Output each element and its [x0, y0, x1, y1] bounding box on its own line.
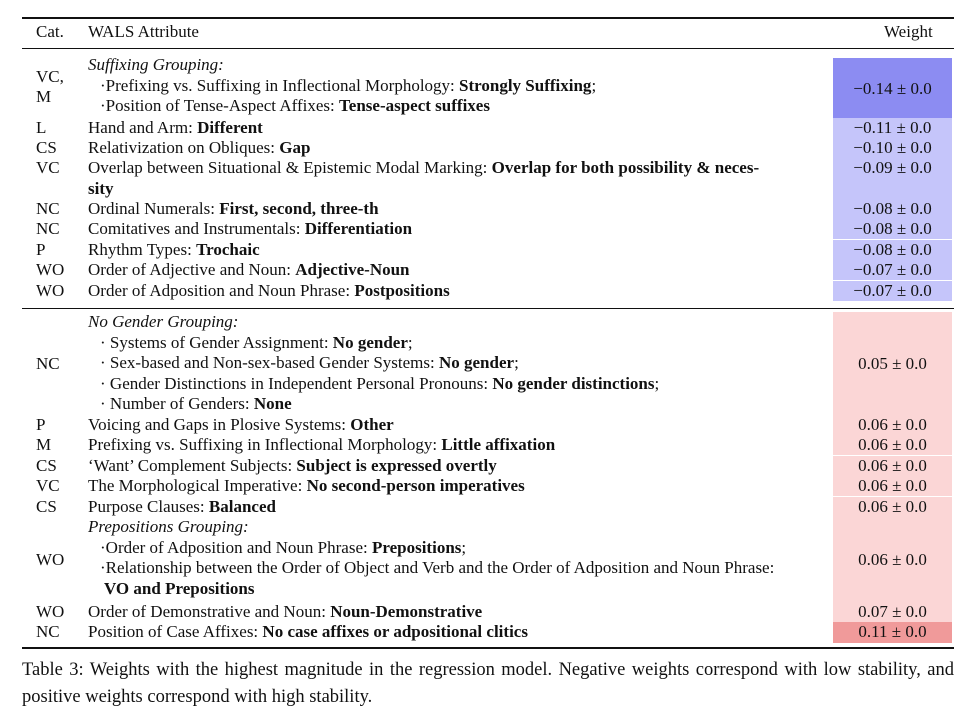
group-member: ·Order of Adposition and Noun Phrase: Prepositions;	[100, 537, 467, 557]
table-row	[0, 281, 974, 302]
table-row	[0, 476, 974, 497]
group-member: · Sex-based and Non-sex-based Gender Systems: No gender;	[100, 353, 519, 372]
attribute-cell: Rhythm Types: Trochaic	[88, 240, 260, 259]
category-cell: L	[36, 118, 47, 137]
group-member: VO and Prepositions	[104, 578, 255, 598]
group-member: · Systems of Gender Assignment: No gender;	[100, 332, 413, 352]
attribute-cell: Position of Case Affixes: No case affixes or adpositional clitics	[88, 622, 528, 641]
weight-value: −0.14 ± 0.0	[853, 78, 932, 98]
attribute-cell: Voicing and Gaps in Plosive Systems: Other	[88, 415, 394, 434]
attribute-cell: Purpose Clauses: Balanced	[88, 497, 276, 516]
group-title: Prepositions Grouping:	[88, 517, 249, 536]
weight-value: −0.07 ± 0.0	[853, 281, 932, 300]
table-row	[0, 260, 974, 281]
weight-value: 0.06 ± 0.0	[858, 435, 927, 454]
table-row	[0, 517, 974, 603]
category-cell: NC	[36, 219, 60, 238]
table-row	[0, 312, 974, 416]
weight-value: 0.11 ± 0.0	[858, 622, 927, 641]
weight-value: −0.10 ± 0.0	[853, 138, 932, 157]
group-title: Suffixing Grouping:	[88, 55, 224, 74]
table-row	[0, 138, 974, 159]
attribute-cell: Relativization on Obliques: Gap	[88, 138, 311, 157]
category-cell: CS	[36, 456, 57, 475]
table-row	[0, 415, 974, 436]
table-row	[0, 158, 974, 200]
attribute-cell: The Morphological Imperative: No second-person imperatives	[88, 476, 525, 495]
category-cell: WO	[36, 602, 65, 621]
weight-value: −0.07 ± 0.0	[853, 260, 932, 279]
group-member: · Gender Distinctions in Independent Personal Pronouns: No gender distinctions;	[100, 373, 660, 393]
table-row	[0, 435, 974, 456]
table-row	[0, 497, 974, 518]
top-rule	[22, 17, 954, 19]
attribute-cell: Order of Adposition and Noun Phrase: Postpositions	[88, 281, 450, 300]
category-cell: NC	[36, 622, 60, 641]
table-row	[0, 199, 974, 220]
attribute-cell	[88, 517, 828, 599]
attribute-cell: Comitatives and Instrumentals: Differentiation	[88, 219, 413, 238]
weight-value: 0.06 ± 0.0	[858, 497, 927, 516]
group-title: No Gender Grouping:	[88, 312, 239, 331]
category-cell: P	[36, 240, 46, 259]
attribute-cell	[88, 312, 828, 415]
table-row	[0, 240, 974, 261]
bottom-rule	[22, 647, 954, 649]
group-member: ·Prefixing vs. Suffixing in Inflectional Morphology: Strongly Suffixing;	[100, 75, 597, 95]
category-cell: WO	[36, 260, 65, 279]
header-attr: WALS Attribute	[88, 22, 199, 41]
table-row	[0, 622, 974, 643]
table-row	[0, 602, 974, 623]
weight-value: 0.06 ± 0.0	[858, 476, 927, 495]
category-cell: VC, M	[36, 66, 64, 106]
weight-value: −0.11 ± 0.0	[853, 118, 932, 137]
header-weight: Weight	[884, 22, 933, 41]
weight-value: 0.07 ± 0.0	[858, 602, 927, 621]
category-cell: WO	[36, 549, 65, 569]
table-row	[0, 219, 974, 240]
weight-value: 0.06 ± 0.0	[858, 549, 927, 569]
attribute-cell	[88, 55, 828, 117]
header-cat: Cat.	[36, 22, 64, 41]
mid-rule	[22, 308, 954, 309]
weight-value: −0.08 ± 0.0	[853, 240, 932, 259]
table-caption: Table 3: Weights with the highest magnitude in the regression model. Negative weights correspond with low stability, and positive weights correspond with high stability.	[22, 660, 954, 707]
category-cell: VC	[36, 476, 60, 495]
attribute-cell: Prefixing vs. Suffixing in Inflectional Morphology: Little affixation	[88, 435, 556, 454]
category-cell: CS	[36, 138, 57, 157]
category-cell: NC	[36, 353, 60, 373]
category-cell: NC	[36, 199, 60, 218]
weight-value: −0.09 ± 0.0	[853, 158, 932, 177]
weight-value: 0.05 ± 0.0	[858, 353, 927, 373]
group-member: · Number of Genders: None	[100, 394, 292, 413]
group-member: ·Position of Tense-Aspect Affixes: Tense-aspect suffixes	[100, 96, 490, 115]
attribute-cell: Order of Demonstrative and Noun: Noun-Demonstrative	[88, 602, 483, 621]
weight-value: 0.06 ± 0.0	[858, 415, 927, 434]
header-rule	[22, 48, 954, 49]
weight-value: 0.06 ± 0.0	[858, 456, 927, 475]
category-cell: WO	[36, 281, 65, 300]
table-row	[0, 55, 974, 119]
weight-value: −0.08 ± 0.0	[853, 199, 932, 218]
category-cell: M	[36, 435, 52, 454]
attribute-cell: Ordinal Numerals: First, second, three-th	[88, 199, 379, 218]
attribute-cell: Overlap between Situational & Epistemic Modal Marking: Overlap for both possibility & neces- sity	[88, 158, 760, 198]
group-member: ·Relationship between the Order of Object and Verb and the Order of Adposition and Noun Phrase:	[100, 558, 775, 577]
category-cell: CS	[36, 497, 57, 516]
attribute-cell: Order of Adjective and Noun: Adjective-Noun	[88, 260, 410, 279]
category-cell: VC	[36, 158, 60, 177]
table-row	[0, 118, 974, 139]
weight-value: −0.08 ± 0.0	[853, 219, 932, 238]
category-cell: P	[36, 415, 46, 434]
table-row	[0, 456, 974, 477]
attribute-cell: Hand and Arm: Different	[88, 118, 263, 137]
attribute-cell: ‘Want’ Complement Subjects: Subject is expressed overtly	[88, 456, 497, 475]
